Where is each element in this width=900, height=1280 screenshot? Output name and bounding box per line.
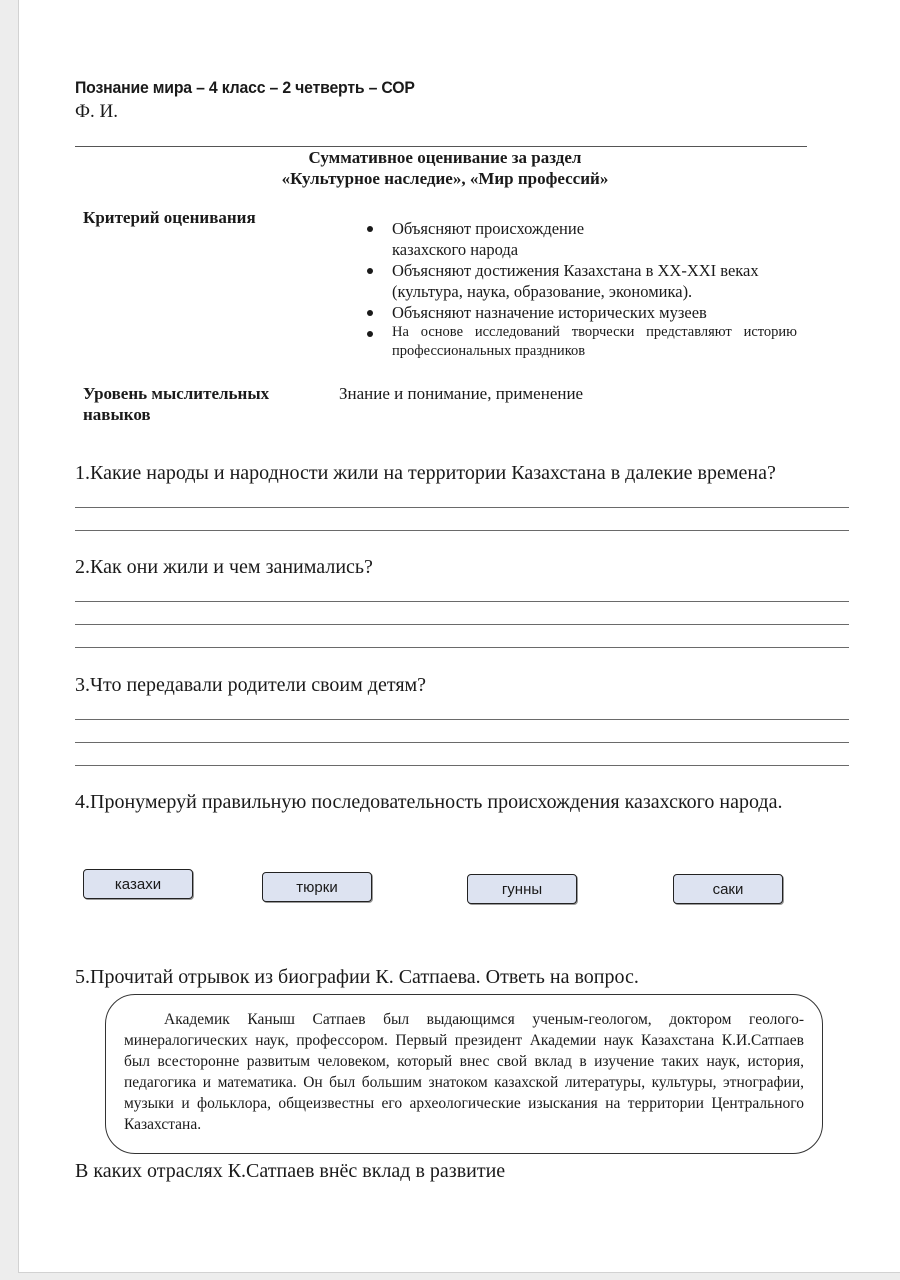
thinking-level-value: Знание и понимание, применение — [339, 384, 584, 403]
answer-line[interactable] — [75, 530, 849, 531]
option-saki-box[interactable]: саки — [673, 874, 783, 904]
criteria-label: Критерий оценивания — [83, 208, 256, 227]
question-4: 4.Пронумеруй правильную последовательность происхождения казахского народа. — [75, 791, 783, 813]
answer-line[interactable] — [75, 507, 849, 508]
biography-text: Академик Каныш Сатпаев был выдающимся ученым-геологом, доктором геолого-минералогических наук, профессором. Первый президент Академии наук Казахстана К.И.Сатпаев был всесторонне развитым человеком, который внес свой вклад в изучение таких наук, история, педагогика и математика. Он был большим знатоком казахской литературы, культуры, этнографии, музыки и фольклора, общеизвестны его археологические изыскания на территории Центрального Казахстана. — [124, 1011, 804, 1133]
answer-line[interactable] — [75, 601, 849, 602]
assessment-title-line1: Суммативное оценивание за раздел — [308, 148, 582, 167]
worksheet-title: Познание мира – 4 класс – 2 четверть – СОР — [75, 78, 415, 97]
criteria-item: На основе исследований творчески представляют историю профессиональных праздников — [367, 323, 797, 361]
question-5: 5.Прочитай отрывок из биографии К. Сатпаева. Ответь на вопрос. — [75, 966, 639, 988]
answer-line[interactable] — [75, 624, 849, 625]
question-2: 2.Как они жили и чем занимались? — [75, 556, 373, 578]
answer-line[interactable] — [75, 742, 849, 743]
criteria-item: Объясняют назначение исторических музеев — [367, 302, 797, 323]
criteria-item: Объясняют достижения Казахстана в XX-XXI веках (культура, наука, образование, экономика). — [367, 260, 802, 302]
worksheet-page — [18, 0, 900, 1273]
assessment-title-line2: «Культурное наследие», «Мир профессий» — [281, 169, 609, 188]
student-name-label: Ф. И. — [75, 101, 118, 122]
option-kazakhs-box[interactable]: казахи — [83, 869, 193, 899]
answer-line[interactable] — [75, 719, 849, 720]
question-1: 1.Какие народы и народности жили на территории Казахстана в далекие времена? — [75, 462, 776, 484]
thinking-level-label: Уровень мыслительных навыков — [83, 384, 270, 424]
option-huns-box[interactable]: гунны — [467, 874, 577, 904]
final-question: В каких отраслях К.Сатпаев внёс вклад в развитие — [75, 1160, 506, 1182]
question-3: 3.Что передавали родители своим детям? — [75, 674, 427, 696]
criteria-item: Объясняют происхождение казахского народа — [367, 218, 622, 260]
criteria-list — [367, 218, 797, 361]
answer-line[interactable] — [75, 765, 849, 766]
answer-line[interactable] — [75, 647, 849, 648]
assessment-title — [75, 147, 875, 189]
biography-excerpt-box — [105, 994, 823, 1154]
option-turks-box[interactable]: тюрки — [262, 872, 372, 902]
